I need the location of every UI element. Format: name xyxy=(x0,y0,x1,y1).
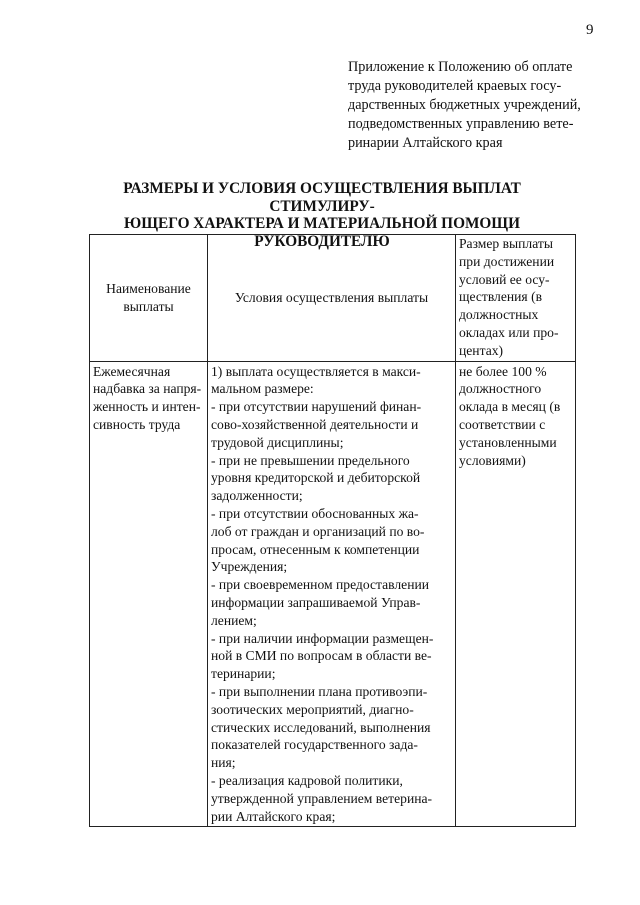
condition-line: - при наличии информации размещен- xyxy=(211,630,434,646)
row-size-line: условиями) xyxy=(459,452,526,468)
condition-line: - при отсутствии обоснованных жа- xyxy=(211,505,419,521)
condition-line: уровня кредиторской и дебиторской xyxy=(211,470,421,486)
condition-line: ния; xyxy=(211,755,236,771)
row-name-line: Ежемесячная xyxy=(93,363,171,379)
row-size-line: установленными xyxy=(459,434,557,450)
condition-line: задолженности; xyxy=(211,488,303,504)
condition-line: 1) выплата осуществляется в макси- xyxy=(211,363,421,379)
table-header-row xyxy=(90,235,576,362)
condition-line: ной в СМИ по вопросам в области ве- xyxy=(211,648,432,664)
header-size-line: центах) xyxy=(459,342,504,358)
header-conditions-text: Условия осуществления выплаты xyxy=(234,289,429,305)
title-line: РУКОВОДИТЕЛЮ xyxy=(254,232,390,250)
condition-line: зоотических мероприятий, диагно- xyxy=(211,701,414,717)
condition-line: информации запрашиваемой Управ- xyxy=(211,594,421,610)
row-name-line: сивность труда xyxy=(93,416,181,432)
condition-line: просам, отнесенным к компетенции xyxy=(211,541,420,557)
page-number: 9 xyxy=(586,22,594,38)
header-size-line: ществления (в xyxy=(459,289,543,305)
condition-line: - при не превышении предельного xyxy=(211,452,410,468)
title-line: ЮЩЕГО ХАРАКТЕРА И МАТЕРИАЛЬНОЙ ПОМОЩИ xyxy=(124,215,520,232)
condition-line: - при отсутствии нарушений финан- xyxy=(211,399,422,415)
appendix-line: Приложение к Положению об оплате xyxy=(348,59,573,75)
header-conditions-cell xyxy=(208,235,456,362)
title-line: РАЗМЕРЫ И УСЛОВИЯ ОСУЩЕСТВЛЕНИЯ ВЫПЛАТ СТИМУЛИРУ- xyxy=(123,180,521,215)
row-size-line: должностного xyxy=(459,381,542,397)
row-conditions-cell xyxy=(208,361,456,827)
row-size-cell xyxy=(456,361,576,827)
appendix-line: ринарии Алтайского края xyxy=(348,135,503,151)
condition-line: трудовой дисциплины; xyxy=(211,434,344,450)
row-name-line: женность и интен- xyxy=(93,399,201,415)
table-row xyxy=(90,361,576,827)
header-size-line: условий ее осу- xyxy=(459,271,550,287)
row-size-line: оклада в месяц (в xyxy=(459,399,561,415)
condition-line: рии Алтайского края; xyxy=(211,808,336,824)
condition-line: стических исследований, выполнения xyxy=(211,719,431,735)
condition-line: мальном размере: xyxy=(211,381,314,397)
condition-line: утвержденной управлением ветерина- xyxy=(211,790,433,806)
row-name-cell xyxy=(90,361,208,827)
header-size-line: окладах или про- xyxy=(459,324,559,340)
header-name-cell xyxy=(90,235,208,362)
header-name-line: Наименование xyxy=(106,280,191,296)
row-size-line: не более 100 % xyxy=(459,363,547,379)
condition-line: сово-хозяйственной деятельности и xyxy=(211,416,419,432)
header-name-line: выплаты xyxy=(123,298,174,314)
condition-line: - при выполнении плана противоэпи- xyxy=(211,683,428,699)
condition-line: - реализация кадровой политики, xyxy=(211,772,403,788)
condition-line: Учреждения; xyxy=(211,559,288,575)
condition-line: лением; xyxy=(211,612,257,628)
payments-table xyxy=(89,234,576,827)
condition-line: теринарии; xyxy=(211,666,276,682)
header-size-line: при достижении xyxy=(459,253,555,269)
header-size-cell xyxy=(456,235,576,362)
row-size-line: соответствии с xyxy=(459,416,546,432)
header-size-line: должностных xyxy=(459,307,539,323)
appendix-line: подведомственных управлению вете- xyxy=(348,116,574,132)
appendix-line: дарственных бюджетных учреждений, xyxy=(348,97,581,113)
condition-line: показателей государственного зада- xyxy=(211,737,418,753)
header-size-line: Размер выплаты xyxy=(459,236,553,251)
row-name-line: надбавка за напря- xyxy=(93,381,202,397)
condition-line: лоб от граждан и организаций по во- xyxy=(211,523,425,539)
appendix-line: труда руководителей краевых госу- xyxy=(348,78,562,94)
condition-line: - при своевременном предоставлении xyxy=(211,577,430,593)
appendix-note xyxy=(348,58,608,153)
